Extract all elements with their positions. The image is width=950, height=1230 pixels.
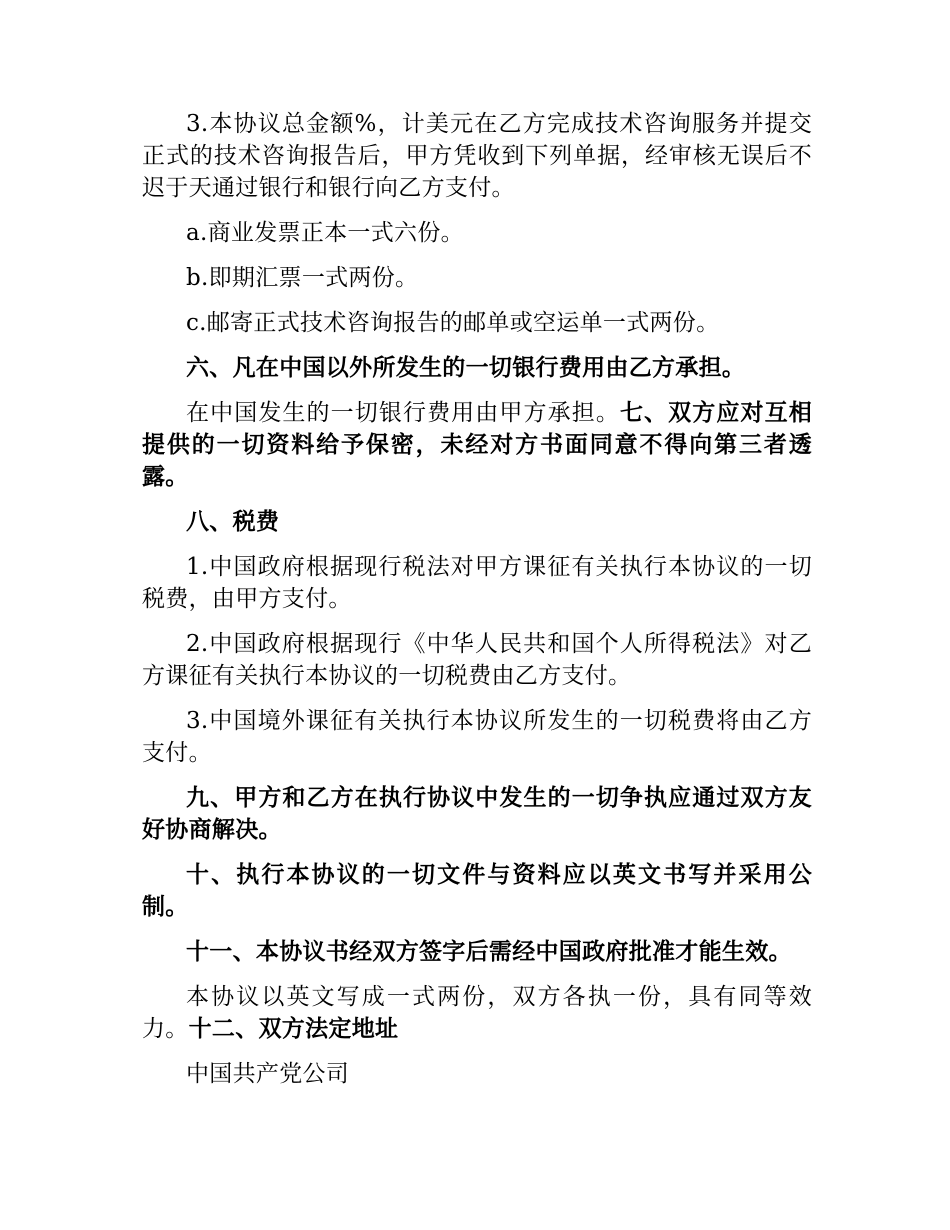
document-item-c: c.邮寄正式技术咨询报告的邮单或空运单一式两份。 [186,310,720,336]
company-name: 中国共产党公司 [186,1061,350,1087]
payment-clause-3: 3.本协议总金额%，计美元在乙方完成技术咨询服务并提交正式的技术咨询报告后，甲方凭收到下列单据，经审核无误后不迟于天通过银行和银行向乙方支付。 [142,111,812,201]
clause-9-heading: 九、甲方和乙方在执行协议中发生的一切争执应通过双方友好协商解决。 [142,784,812,843]
clause-11-heading: 十一、本协议书经双方签字后需经中国政府批准才能生效。 [186,938,792,965]
clause-11-12-paragraph [142,981,812,1045]
clause-10-heading: 十、执行本协议的一切文件与资料应以英文书写并采用公制。 [142,861,812,920]
tax-clause-3: 3.中国境外课征有关执行本协议所发生的一切税费将由乙方支付。 [142,708,812,766]
clause-8-heading: 八、税费 [186,508,280,535]
clause-6-7-paragraph [142,397,812,493]
copies-text: 本协议以英文写成一式两份，双方各执一份，具有同等效力。 [142,984,812,1042]
document-item-b: b.即期汇票一式两份。 [186,265,419,291]
tax-clause-2: 2.中国政府根据现行《中华人民共和国个人所得税法》对乙方课征有关执行本协议的一切税费由乙方支付。 [142,631,812,689]
clause-12-heading: 十二、双方法定地址 [188,1015,399,1042]
document-item-a: a.商业发票正本一式六份。 [186,220,464,246]
bank-fees-text: 在中国发生的一切银行费用由甲方承担。 [186,400,620,426]
tax-clause-1: 1.中国政府根据现行税法对甲方课征有关执行本协议的一切税费，由甲方支付。 [142,554,812,612]
clause-7-heading: 七、双方应对互相提供的一切资料给予保密，未经对方书面同意不得向第三者透露。 [142,399,812,490]
document-page [142,108,812,1103]
clause-6-heading: 六、凡在中国以外所发生的一切银行费用由乙方承担。 [186,354,746,381]
